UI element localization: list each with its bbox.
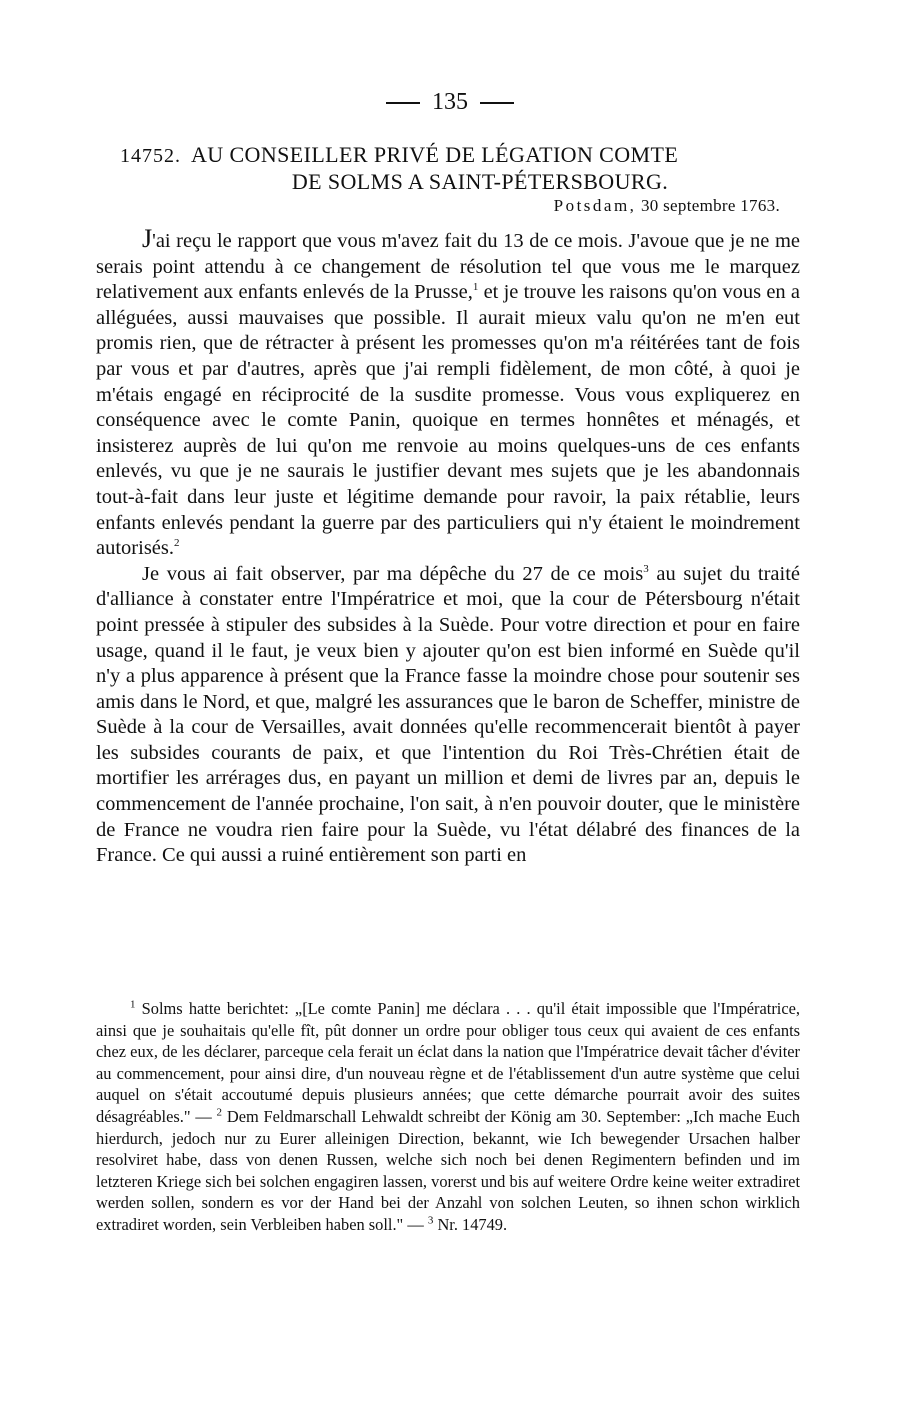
footnote-block: [96, 998, 800, 1236]
letter-title-line1: AU CONSEILLER PRIVÉ DE LÉGATION COMTE: [191, 142, 679, 167]
paragraph-2-text-b: au sujet du traité d'alliance à constater entre l'Impératrice et moi, que la cour de Pétersbourg n'était point pressée à stipuler des subsides à la Suède. Pour votre direction et pour en faire usage, quand il le faut, je veux bien y ajouter qu'on est bien informé en Suède qu'il n'y a plus apparence à présent que la France fasse la moindre chose pour soutenir ses amis dans le Nord, et que, malgré les assurances que le baron de Scheffer, ministre de Suède à la cour de Versailles, avait données qu'elle recommencerait bientôt à payer les subsides courants de paix, et que l'intention du Roi Très-Chrétien était de mortifier les arrérages dus, en payant un million et demi de livres par an, depuis le commencement de l'année prochaine, l'on sait, à n'en pouvoir douter, que le ministère de France ne voudra rien faire pour la Suède, vu l'état délabré des finances de la France. Ce qui aussi a ruiné entièrement son parti en: [96, 562, 800, 867]
paragraph-2: [96, 562, 800, 869]
page-number: 135: [432, 89, 468, 115]
footnote-2-mark: 2: [216, 1106, 223, 1119]
page-number-line: [0, 88, 900, 116]
footnote-3-text: Nr. 14749.: [433, 1214, 508, 1234]
paragraph-1-text-a: 'ai reçu le rapport que vous m'avez fait du 13 de ce mois. J'avoue que je ne me serais point attendu à ce changement de résolution tel que vous me le marquez relativement aux enfants enlevés de la Prusse,: [96, 230, 800, 304]
footnotes: [96, 998, 800, 1236]
footnote-ref-2: 2: [174, 537, 180, 550]
dateline-date: 30 septembre 1763.: [640, 196, 780, 215]
footnote-1-text: Solms hatte berichtet: „[Le comte Panin] me déclara . . . qu'il était impossible que l'Impératrice, ainsi que je souhaitais qu'elle fît, pût donner un ordre pour obliger tous ceux qui avaient de ces enfants chez eux, de les déclarer, parceque cela ferait un éclat dans la nation que l'Impératrice devait tâcher d'éviter au commencement, pour ainsi dire, d'un nouveau règne et de l'établissement d'un autre système que celui auquel on s'était accoutumé depuis plusieurs années; que cette démarche pourrait avoir des suites désagréables." —: [96, 999, 800, 1126]
letter-heading: [120, 142, 800, 194]
letter-number: 14752.: [120, 145, 181, 167]
dash-left: [386, 102, 420, 104]
footnote-ref-3: 3: [643, 562, 649, 575]
letter-title-line2: DE SOLMS A SAINT-PÉTERSBOURG.: [291, 169, 669, 194]
dateline-place: Potsdam,: [553, 196, 637, 215]
dash-right: [480, 102, 514, 104]
paragraph-1-initial: J: [142, 224, 153, 253]
footnote-1-mark: 1: [130, 998, 136, 1011]
paragraph-1-text-b: et je trouve les raisons qu'on vous en a alléguées, aussi mauvaises que possible. Il aurait mieux valu qu'on ne m'en eut promis rien, que de rétracter à présent les promesses qu'on m'a réitérées tant de fois par vous et par d'autres, après que j'ai rempli fidèlement, de mon côté, à quoi je m'étais engagé en réciprocité de la susdite promesse. Vous vous expliquerez en conséquence avec le comte Panin, quoique en termes honnêtes et ménagés, et insisterez auprès de lui qu'on me renvoie au moins quelques-uns de ces enfants enlevés, vu que je ne saurais le justifier devant mes sujets que je les abandonnais tout-à-fait dans leur juste et légitime demande pour ravoir, la paix rétablie, leurs enfants enlevés pendant la guerre par des particuliers qui n'y étaient le moindrement autorisés.: [96, 281, 800, 560]
footnote-ref-1: 1: [472, 281, 479, 294]
dateline: [554, 196, 780, 216]
footnote-2-text: Dem Feldmarschall Lehwaldt schreibt der König am 30. September: „Ich mache Euch hierdurch, jedoch nur zu Eurer alleinigen Direction, bekannt, wie Ich bewegender Ursachen halber resolviret habe, dass von denen Russen, welche sich noch bei denen Regimentern befinden und im letzteren Kriege sich bei solchen engagiren lassen, vorerst und bis auf weitere Ordre keine weiter extradiret werden sollen, sondern es vor der Hand bei der Anzahl von solchen Leuten, so ihnen schon wirklich extradiret worden, sein Verbleiben haben soll." —: [96, 1106, 801, 1234]
paragraph-1: [96, 226, 800, 562]
letter-body: [96, 226, 800, 869]
paragraph-2-text-a: Je vous ai fait observer, par ma dépêche du 27 de ce mois: [142, 562, 644, 585]
footnote-3-mark: 3: [427, 1214, 434, 1227]
